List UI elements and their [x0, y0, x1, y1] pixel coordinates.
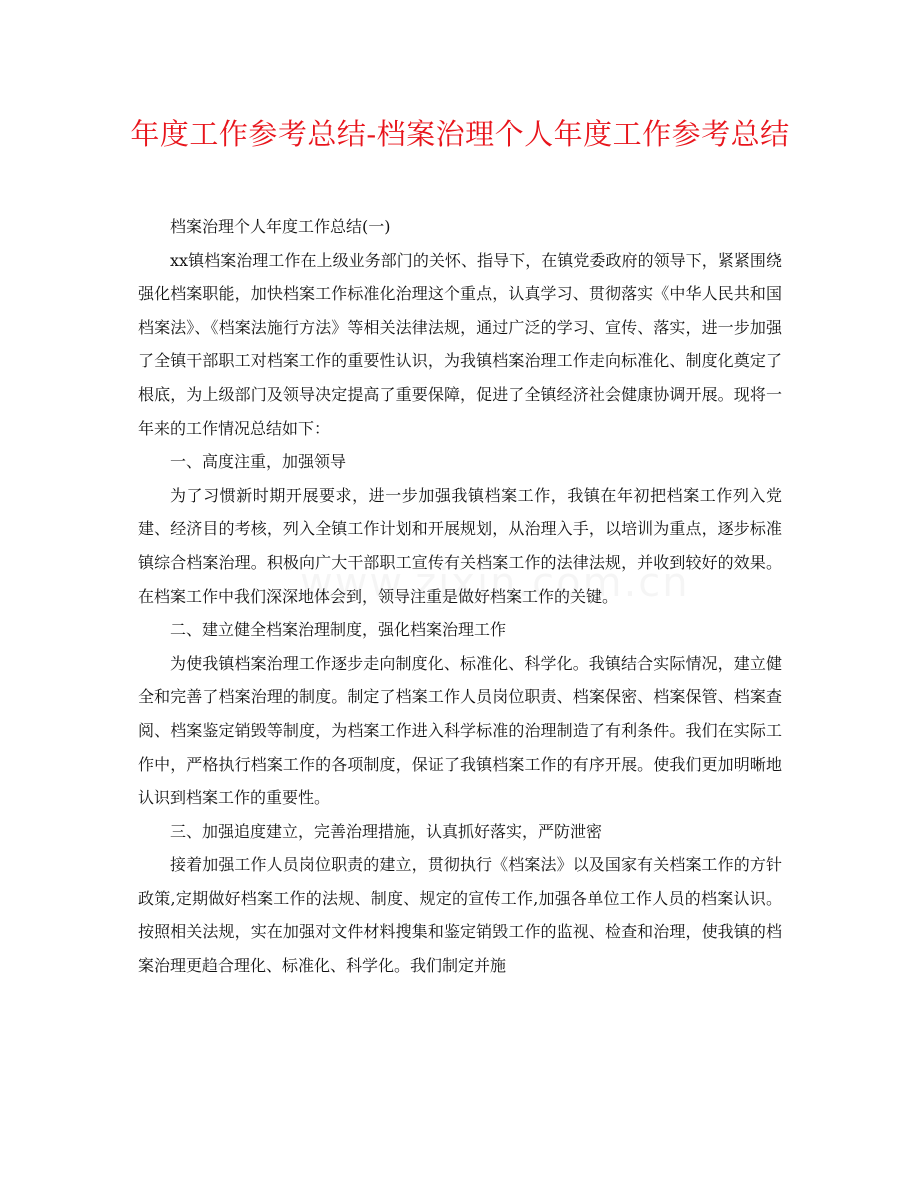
intro-paragraph: xx镇档案治理工作在上级业务部门的关怀、指导下，在镇党委政府的领导下，紧紧围绕强化档案职能，加快档案工作标准化治理这个重点，认真学习、贯彻落实《中华人民共和国档案法》、《档案法施行方法》等相关法律法规，通过广泛的学习、宣传、落实，进一步加强了全镇干部职工对档案工作的重要性认识，为我镇档案治理工作走向标准化、制度化奠定了根底，为上级部门及领导决定提高了重要保障，促进了全镇经济社会健康协调开展。现将一年来的工作情况总结如下：	[138, 250, 782, 438]
subtitle-paragraph: 档案治理个人年度工作总结(一)	[170, 217, 391, 236]
document-title: 年度工作参考总结-档案治理个人年度工作参考总结	[130, 117, 790, 151]
section-heading-3: 三、加强追度建立，完善治理措施，认真抓好落实，严防泄密	[170, 821, 603, 841]
section-paragraph-1: 为了习惯新时期开展要求，进一步加强我镇档案工作，我镇在年初把档案工作列入党建、经济目的考核，列入全镇工作计划和开展规划，从治理入手，以培训为重点，逐步标准镇综合档案治理。积极向广大干部职工宣传有关档案工作的法律法规，并收到较好的效果。在档案工作中我们深深地体会到，领导注重是做好档案工作的关键。	[138, 485, 782, 606]
section-paragraph-3: 接着加强工作人员岗位职责的建立，贯彻执行《档案法》以及国家有关档案工作的方针政策,定期做好档案工作的法规、制度、规定的宣传工作,加强各单位工作人员的档案认识。按照相关法规，实在加强对文件材料搜集和鉴定销毁工作的监视、检查和治理，使我镇的档案治理更趋合理化、标准化、科学化。我们制定并施	[138, 855, 782, 976]
section-heading-1: 一、高度注重，加强领导	[170, 452, 347, 472]
section-heading-2: 二、建立健全档案治理制度，强化档案治理工作	[170, 620, 507, 640]
document-body	[138, 210, 782, 983]
section-paragraph-2: 为使我镇档案治理工作逐步走向制度化、标准化、科学化。我镇结合实际情况，建立健全和完善了档案治理的制度。制定了档案工作人员岗位职责、档案保密、档案保管、档案查阅、档案鉴定销毁等制度，为档案工作进入科学标准的治理制造了有利条件。我们在实际工作中，严格执行档案工作的各项制度，保证了我镇档案工作的有序开展。使我们更加明晰地认识到档案工作的重要性。	[138, 653, 782, 808]
